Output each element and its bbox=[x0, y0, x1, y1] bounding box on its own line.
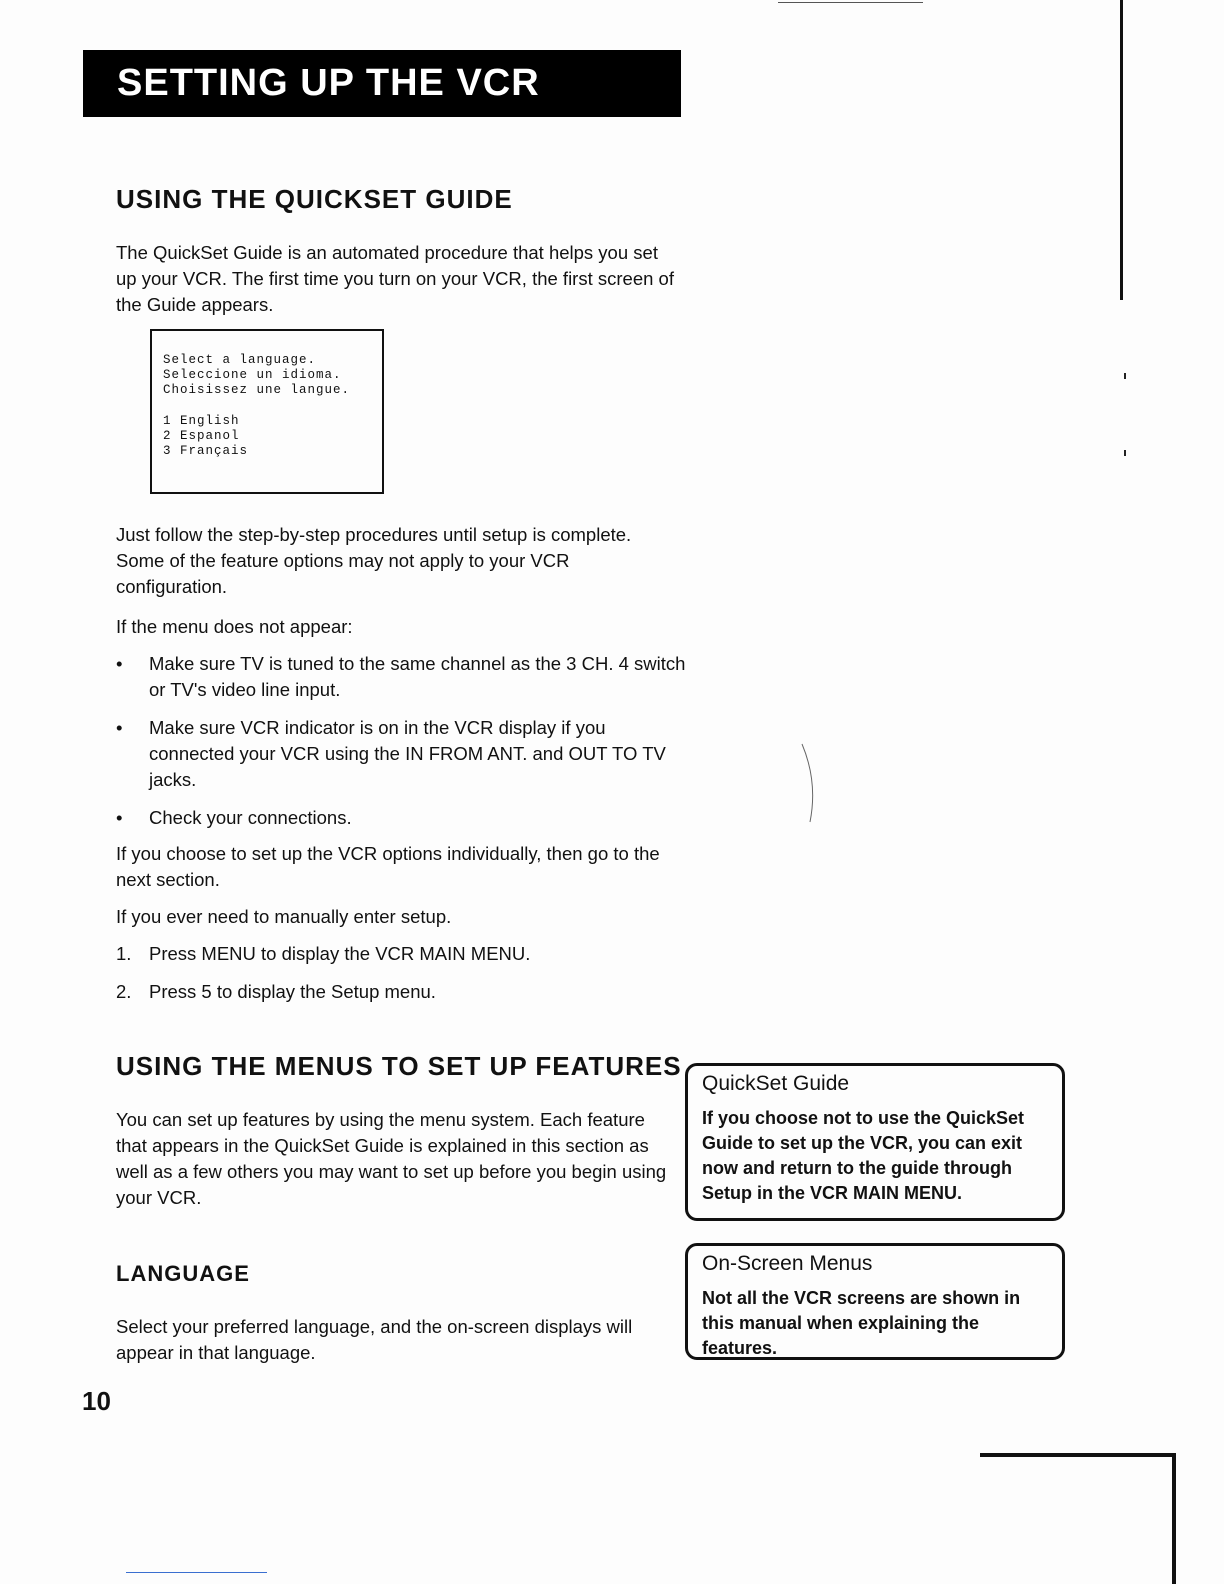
list-item: • Make sure TV is tuned to the same channel as the 3 CH. 4 switch or TV's video line input. bbox=[116, 653, 686, 700]
if-menu-text: If the menu does not appear: bbox=[116, 616, 353, 637]
note-title: QuickSet Guide bbox=[702, 1072, 850, 1095]
step-item: 2. Press 5 to display the Setup menu. bbox=[116, 981, 436, 1002]
list-item: • Make sure VCR indicator is on in the VCR display if you connected your VCR using the IN FROM ANT. and OUT TO TV jacks. bbox=[116, 717, 666, 790]
margin-mark bbox=[1124, 373, 1126, 379]
section-heading-quickset: USING THE QUICKSET GUIDE bbox=[116, 184, 513, 214]
screen-option-espanol: 2 Espanol bbox=[163, 428, 240, 443]
page-number: 10 bbox=[82, 1386, 111, 1416]
section-heading-language: LANGUAGE bbox=[116, 1261, 250, 1286]
section-heading-menus: USING THE MENUS TO SET UP FEATURES bbox=[116, 1051, 682, 1081]
note-quickset-guide bbox=[685, 1063, 1065, 1221]
top-rule bbox=[778, 2, 923, 3]
language-body: Select your preferred language, and the on-screen displays will appear in that language. bbox=[116, 1316, 633, 1363]
scan-stroke bbox=[800, 742, 820, 824]
troubleshoot-list bbox=[116, 651, 686, 831]
follow-procedure-text: Just follow the step-by-step procedures until setup is complete. Some of the feature options may not apply to your VCR configuration. bbox=[116, 524, 632, 597]
page-banner: SETTING UP THE VCR bbox=[83, 50, 681, 117]
screen-option-english: 1 English bbox=[163, 413, 240, 428]
quickset-intro: The QuickSet Guide is an automated procedure that helps you set up your VCR. The first time you turn on your VCR, the first screen of the Guide appears. bbox=[116, 242, 674, 315]
note-body: Not all the VCR screens are shown in this manual when explaining the features. bbox=[702, 1288, 1021, 1358]
right-edge-rule bbox=[1120, 0, 1123, 300]
screen-line: Seleccione un idioma. bbox=[163, 368, 342, 383]
bottom-blue-line bbox=[126, 1572, 267, 1573]
screen-line: Choisissez une langue. bbox=[163, 383, 351, 398]
screen-line: Select a language. bbox=[163, 353, 317, 367]
step-item: 1. Press MENU to display the VCR MAIN MENU. bbox=[116, 943, 531, 964]
list-item: • Check your connections. bbox=[116, 807, 352, 828]
screen-option-francais: 3 Français bbox=[163, 444, 249, 459]
note-body: If you choose not to use the QuickSet Guide to set up the VCR, you can exit now and return to the guide through Setup in the VCR MAIN MENU. bbox=[702, 1108, 1025, 1203]
corner-rule-vertical bbox=[1172, 1453, 1176, 1584]
menus-body: You can set up features by using the menu system. Each feature that appears in the QuickSet Guide is explained in this section as well as a few others you may want to set up before you begin using your VCR. bbox=[116, 1109, 667, 1208]
manual-setup-text: If you ever need to manually enter setup. bbox=[116, 906, 452, 927]
language-screen bbox=[150, 329, 384, 494]
individual-setup-text: If you choose to set up the VCR options individually, then go to the next section. bbox=[116, 843, 660, 890]
corner-rule-horizontal bbox=[980, 1453, 1176, 1457]
note-on-screen-menus bbox=[685, 1243, 1065, 1360]
note-title: On-Screen Menus bbox=[702, 1252, 873, 1275]
margin-mark bbox=[1124, 450, 1126, 456]
